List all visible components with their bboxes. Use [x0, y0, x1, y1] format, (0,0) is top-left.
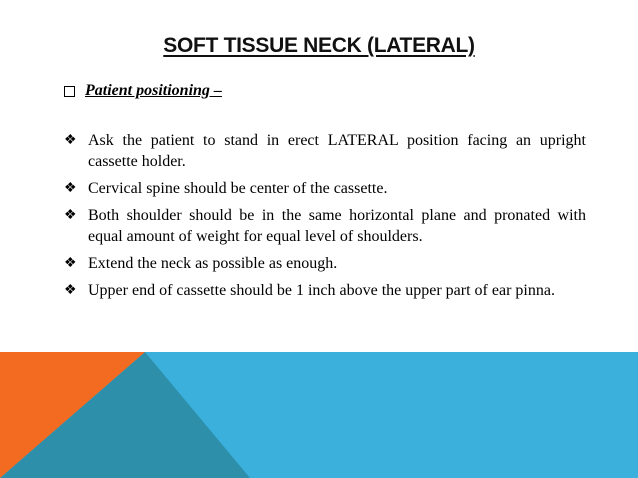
four-diamond-icon: ❖	[64, 283, 77, 298]
four-diamond-icon: ❖	[64, 208, 77, 223]
bullet-text: Upper end of cassette should be 1 inch above the upper part of ear pinna.	[88, 282, 555, 299]
bullet-text: Both shoulder should be in the same horizontal plane and pronated with equal amount of weight for equal level of shoulders.	[88, 207, 586, 245]
four-diamond-icon: ❖	[64, 181, 77, 196]
bullet-text: Cervical spine should be center of the cassette.	[88, 180, 388, 197]
slide-title: SOFT TISSUE NECK (LATERAL)	[163, 34, 475, 57]
bullet-text: Ask the patient to stand in erect LATERAL position facing an upright cassette holder.	[88, 132, 586, 170]
four-diamond-icon: ❖	[64, 133, 77, 148]
bullet-text: Extend the neck as possible as enough.	[88, 255, 338, 272]
subhead-text: Patient positioning –	[85, 82, 222, 99]
four-diamond-icon: ❖	[64, 256, 77, 271]
